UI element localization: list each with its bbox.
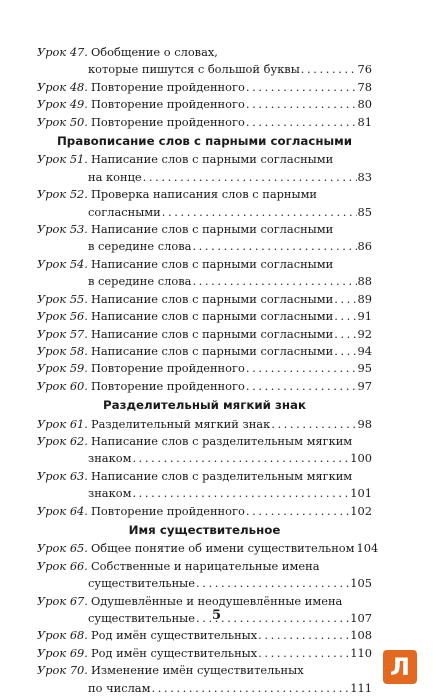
toc-entry: [37, 558, 372, 593]
toc-page-number: 85: [357, 204, 372, 219]
lesson-number: [37, 44, 88, 61]
lesson-number-value: 57.: [69, 326, 88, 341]
lesson-number: [37, 96, 88, 113]
toc-entry-title: Проверка написания слов с парными: [90, 187, 318, 202]
toc-entry: [37, 503, 372, 520]
toc-entry-first-line: [37, 468, 372, 485]
toc-entry-first-line: [37, 308, 372, 325]
lesson-number-value: 56.: [69, 309, 88, 324]
toc-entry-title: Повторение пройденного: [90, 114, 245, 129]
lesson-word: Урок: [37, 558, 67, 573]
toc-entry-title: по числам: [88, 680, 151, 695]
toc-entry: [37, 291, 372, 308]
toc-entry-continuation-line: [37, 485, 372, 502]
toc-entry-title: Написание слов с разделительным мягким: [90, 468, 353, 483]
lesson-number: [37, 343, 88, 360]
lesson-number-value: 63.: [69, 468, 88, 483]
toc-entry: [37, 186, 372, 221]
toc-entry-title: Обобщение о словах,: [90, 45, 218, 59]
toc-entry-title: Повторение пройденного: [90, 361, 245, 376]
toc-entry-first-line: [37, 343, 372, 360]
lesson-number-value: 55.: [69, 291, 88, 306]
lesson-number: [37, 308, 88, 325]
lesson-number: [37, 186, 88, 203]
toc-entry-title: Написание слов с парными согласными: [90, 326, 334, 341]
toc-entry-first-line: [37, 256, 372, 273]
toc-entry-title: Написание слов с парными согласными: [90, 256, 334, 271]
toc-entry: [37, 221, 372, 256]
lesson-word: Урок: [37, 222, 67, 237]
lesson-word: Урок: [37, 593, 67, 608]
toc-page-number: 76: [357, 62, 372, 77]
lesson-word: Урок: [37, 309, 67, 324]
lesson-number: [37, 326, 88, 343]
toc-entry-title: существительные: [88, 576, 195, 591]
dot-leader: [246, 378, 357, 395]
toc-entry-first-line: [37, 79, 372, 96]
lesson-word: Урок: [37, 343, 67, 358]
lesson-number-value: 66.: [69, 558, 88, 573]
lesson-number: [37, 627, 88, 644]
toc-entry-title: Одушевлённые и неодушевлённые имена: [90, 593, 343, 608]
toc-entry: [37, 468, 372, 503]
lesson-word: Урок: [37, 503, 67, 518]
lesson-number-value: 49.: [69, 97, 88, 112]
toc-entry-first-line: [37, 416, 372, 433]
lesson-number: [37, 79, 88, 96]
toc-entry-first-line: [37, 151, 372, 168]
toc-entry: [37, 308, 372, 325]
toc-entry-continuation-line: [37, 273, 372, 290]
dot-leader: [132, 450, 349, 467]
toc-page-number: 94: [357, 343, 372, 358]
toc-entry: [37, 343, 372, 360]
lesson-number: [37, 114, 88, 131]
toc-entry-continuation-line: [37, 204, 372, 221]
dot-leader: [246, 96, 357, 113]
lesson-number: [37, 433, 88, 450]
section-heading: Разделительный мягкий знак: [102, 398, 307, 413]
toc-entry-first-line: [37, 96, 372, 113]
toc-entry-first-line: [37, 291, 372, 308]
lesson-word: Урок: [37, 326, 67, 341]
lesson-word: Урок: [37, 45, 67, 59]
lesson-number-value: 67.: [69, 593, 88, 608]
toc-entry: [37, 416, 372, 433]
lesson-word: Урок: [37, 291, 67, 306]
toc-entry-first-line: [37, 503, 372, 520]
toc-entry-title: существительные: [88, 611, 195, 625]
lesson-number-value: 65.: [69, 541, 88, 556]
lesson-number: [37, 416, 88, 433]
toc-entry-continuation-line: [37, 169, 372, 186]
toc-entry-continuation-line: [37, 680, 372, 697]
toc-page-number: 88: [357, 274, 372, 289]
toc-entry: [37, 662, 372, 697]
section-heading: Имя существительное: [128, 522, 281, 537]
toc-page-number: 100: [350, 451, 372, 466]
toc-entry-first-line: [37, 44, 372, 61]
toc-entry: [37, 79, 372, 96]
toc-entry-title: Написание слов с парными согласными: [90, 222, 334, 237]
toc-entry-first-line: [37, 540, 379, 557]
toc-entry-title: Написание слов с парными согласными: [90, 291, 334, 306]
dot-leader: [192, 238, 356, 255]
toc-entry-title: Общее понятие об имени существительном: [90, 541, 355, 556]
lesson-number: [37, 221, 88, 238]
table-of-contents: [37, 44, 379, 697]
dot-leader: [246, 79, 357, 96]
dot-leader: [258, 645, 349, 662]
toc-entry: [37, 44, 372, 79]
toc-entry: [37, 326, 372, 343]
toc-page-number: 81: [357, 114, 372, 129]
dot-leader: [246, 360, 357, 377]
toc-entry-title: Написание слов с парными согласными: [90, 152, 334, 167]
toc-entry-title: знаком: [88, 486, 132, 501]
toc-page-number: 86: [357, 239, 372, 254]
page-number: 5: [211, 608, 222, 623]
toc-page-number: 89: [357, 291, 372, 306]
lesson-number: [37, 291, 88, 308]
lesson-word: Урок: [37, 187, 67, 202]
lesson-number: [37, 540, 88, 557]
toc-page-number: 95: [357, 361, 372, 376]
toc-entry-first-line: [37, 645, 372, 662]
lesson-number-value: 68.: [69, 628, 88, 643]
lesson-number: [37, 256, 88, 273]
dot-leader: [246, 503, 349, 520]
lesson-number-value: 48.: [69, 79, 88, 94]
toc-entry-first-line: [37, 360, 372, 377]
lesson-number-value: 69.: [69, 645, 88, 660]
toc-entry-title: в середине слова: [88, 239, 192, 254]
lesson-word: Урок: [37, 541, 67, 556]
toc-page-number: 110: [350, 645, 372, 660]
toc-entry: [37, 256, 372, 291]
toc-page-number: 80: [357, 97, 372, 112]
toc-entry-title: Написание слов с разделительным мягким: [90, 433, 353, 448]
publisher-logo: [383, 650, 417, 684]
dot-leader: [246, 114, 357, 131]
toc-entry-first-line: [37, 326, 372, 343]
toc-entry-first-line: [37, 378, 372, 395]
toc-page-number: 111: [350, 680, 372, 695]
toc-page-number: 107: [350, 611, 372, 625]
toc-entry-continuation-line: [37, 61, 372, 78]
lesson-word: Урок: [37, 114, 67, 129]
lesson-word: Урок: [37, 378, 67, 393]
toc-page-number: 102: [350, 503, 372, 518]
lesson-number-value: 60.: [69, 378, 88, 393]
lesson-word: Урок: [37, 152, 67, 167]
lesson-number-value: 62.: [69, 433, 88, 448]
lesson-number: [37, 503, 88, 520]
toc-entry-continuation-line: [37, 575, 372, 592]
toc-entry-first-line: [37, 662, 372, 679]
toc-page-number: 92: [357, 326, 372, 341]
lesson-number: [37, 151, 88, 168]
lesson-number-value: 50.: [69, 114, 88, 129]
lesson-word: Урок: [37, 663, 67, 678]
toc-entry-title: Род имён существительных: [90, 645, 258, 660]
lesson-word: Урок: [37, 361, 67, 376]
lesson-word: Урок: [37, 628, 67, 643]
toc-page-number: 83: [357, 169, 372, 184]
toc-page-number: 97: [357, 378, 372, 393]
toc-page-number: 104: [356, 541, 379, 556]
dot-leader: [334, 308, 356, 325]
toc-entry: [37, 627, 372, 644]
dot-leader: [334, 343, 356, 360]
toc-entry-continuation-line: [37, 238, 372, 255]
lesson-number: [37, 378, 88, 395]
lesson-word: Урок: [37, 468, 67, 483]
toc-entry-title: Написание слов с парными согласными: [90, 343, 334, 358]
dot-leader: [196, 575, 349, 592]
toc-page-number: 78: [357, 79, 372, 94]
lesson-number-value: 51.: [69, 152, 88, 167]
toc-entry-title: Написание слов с парными согласными: [90, 309, 334, 324]
toc-entry-title: в середине слова: [88, 274, 192, 289]
toc-entry-title: Повторение пройденного: [90, 79, 245, 94]
lesson-word: Урок: [37, 645, 67, 660]
lesson-number-value: 61.: [69, 416, 88, 431]
dot-leader: [301, 61, 357, 78]
toc-page-number: 91: [357, 309, 372, 324]
lesson-number: [37, 645, 88, 662]
lesson-number: [37, 468, 88, 485]
toc-entry-title: Собственные и нарицательные имена: [90, 558, 320, 573]
lesson-number-value: 52.: [69, 187, 88, 202]
toc-entry-first-line: [37, 114, 372, 131]
toc-entry-title: Род имён существительных: [90, 628, 258, 643]
dot-leader: [271, 416, 356, 433]
lesson-number-value: 47.: [69, 45, 88, 59]
toc-entry: [37, 360, 372, 377]
dot-leader: [162, 204, 357, 221]
lesson-number: [37, 662, 88, 679]
toc-page-number: 105: [350, 576, 372, 591]
toc-entry-title: Повторение пройденного: [90, 97, 245, 112]
toc-entry: [37, 433, 372, 468]
lesson-number: [37, 558, 88, 575]
toc-entry-title: Разделительный мягкий знак: [90, 416, 271, 431]
toc-entry: [37, 378, 372, 395]
dot-leader: [334, 326, 356, 343]
toc-entry-first-line: [37, 558, 372, 575]
lesson-word: Урок: [37, 433, 67, 448]
dot-leader: [258, 627, 349, 644]
toc-entry-title: Изменение имён существительных: [90, 663, 304, 678]
toc-page-number: 101: [350, 486, 372, 501]
toc-entry: [37, 114, 372, 131]
toc-entry-first-line: [37, 221, 372, 238]
toc-entry-first-line: [37, 627, 372, 644]
toc-page-number: 98: [357, 416, 372, 431]
lesson-word: Урок: [37, 79, 67, 94]
lesson-number-value: 64.: [69, 503, 88, 518]
toc-entry: [37, 96, 372, 113]
lesson-number-value: 54.: [69, 256, 88, 271]
toc-entry-first-line: [37, 433, 372, 450]
lesson-number-value: 58.: [69, 343, 88, 358]
lesson-number: [37, 360, 88, 377]
toc-entry-title: Повторение пройденного: [90, 378, 245, 393]
lesson-word: Урок: [37, 256, 67, 271]
logo-letter: Л: [390, 653, 410, 681]
toc-entry-continuation-line: [37, 450, 372, 467]
toc-entry: [37, 645, 372, 662]
toc-entry: [37, 151, 372, 186]
toc-entry-title: Повторение пройденного: [90, 503, 245, 518]
lesson-number-value: 70.: [69, 663, 88, 678]
dot-leader: [192, 273, 356, 290]
dot-leader: [143, 169, 357, 186]
toc-entry: [37, 540, 379, 557]
toc-entry-title: которые пишутся с большой буквы: [88, 62, 300, 77]
lesson-number-value: 53.: [69, 222, 88, 237]
lesson-number-value: 59.: [69, 361, 88, 376]
toc-entry-title: знаком: [88, 451, 132, 466]
toc-page-number: 108: [350, 628, 372, 643]
toc-entry-title: согласными: [88, 204, 161, 219]
toc-entry-first-line: [37, 186, 372, 203]
dot-leader: [151, 680, 349, 697]
lesson-word: Урок: [37, 97, 67, 112]
dot-leader: [132, 485, 349, 502]
lesson-word: Урок: [37, 416, 67, 431]
toc-entry-title: на конце: [88, 169, 142, 184]
dot-leader: [334, 291, 356, 308]
section-heading: Правописание слов с парными согласными: [56, 134, 353, 149]
